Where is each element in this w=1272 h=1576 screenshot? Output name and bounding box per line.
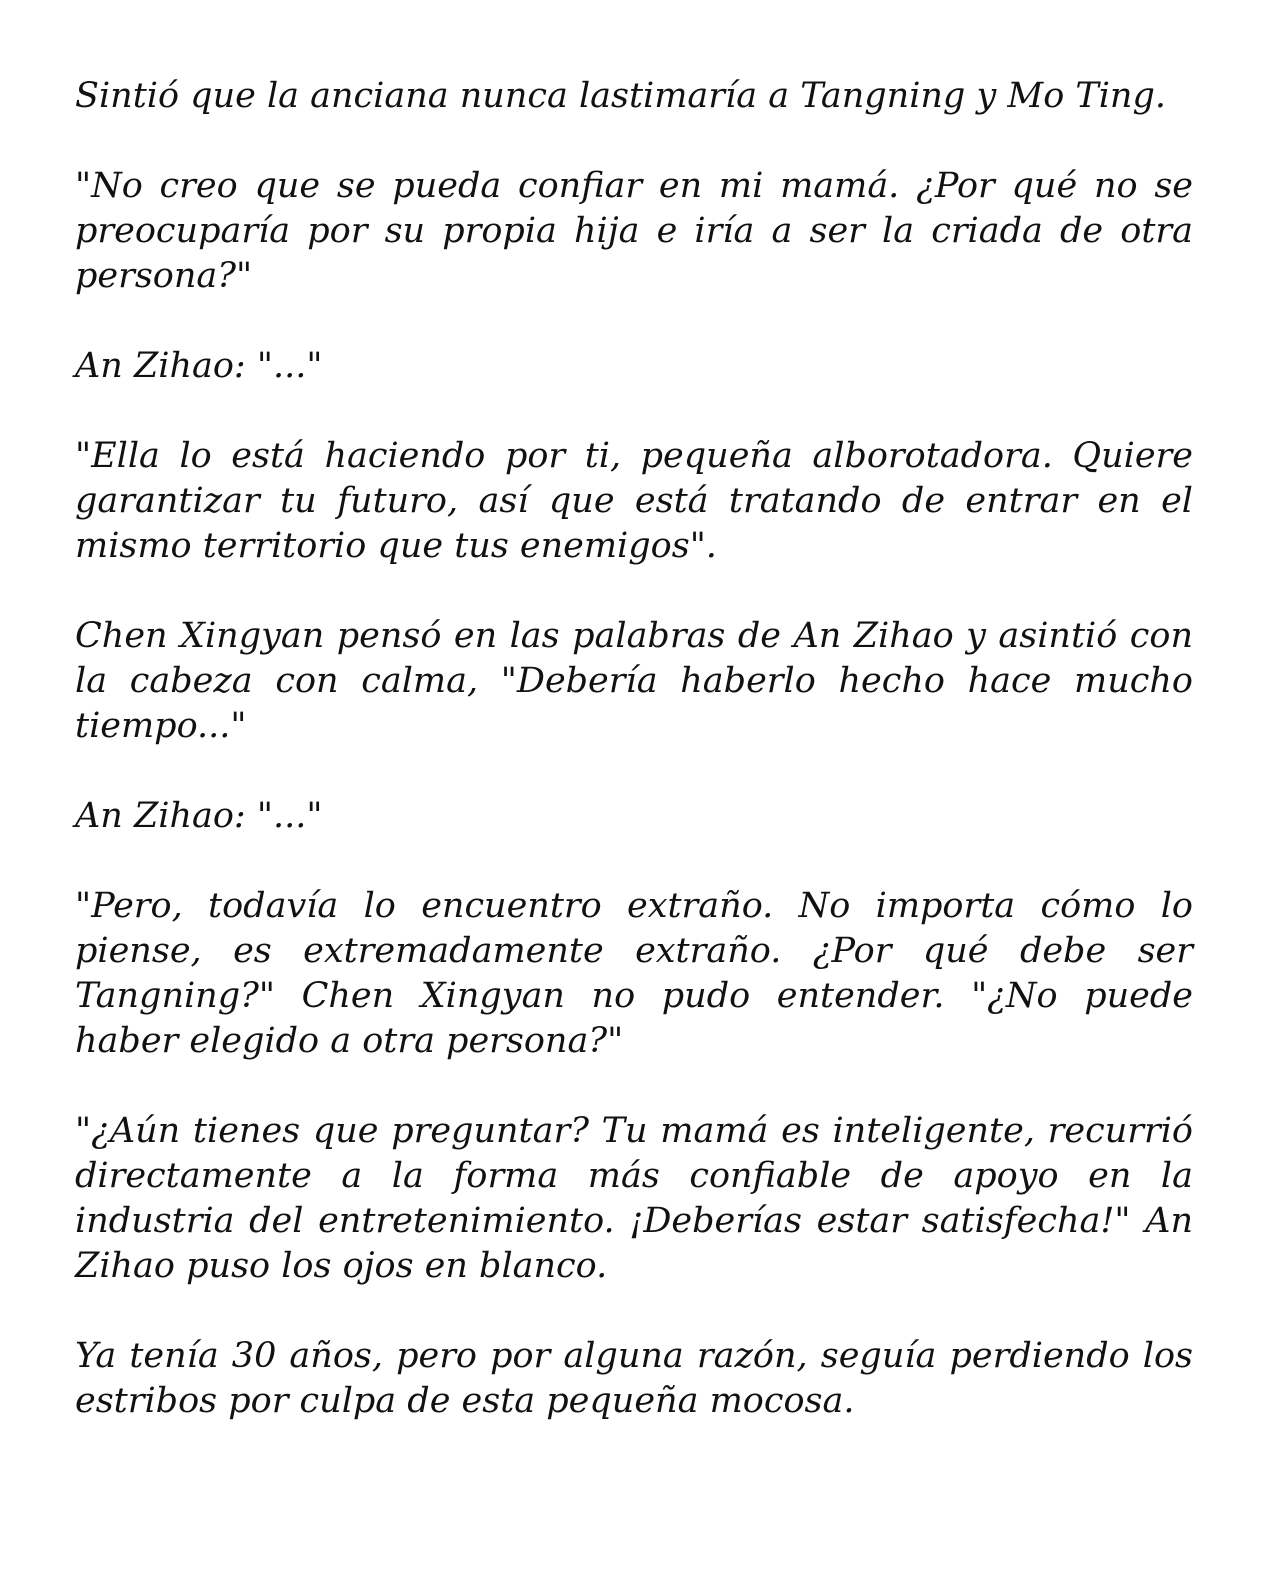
paragraph-6: An Zihao: "..." bbox=[75, 796, 323, 836]
paragraph-5: Chen Xingyan pensó en las palabras de An Zihao y asintió con la cabeza con calma, "Debería haberlo hecho hace mucho tiempo..." bbox=[75, 616, 1193, 746]
paragraph-7: "Pero, todavía lo encuentro extraño. No importa cómo lo piense, es extremadamente extraño. ¿Por qué debe ser Tangning?" Chen Xingyan no pudo entender. "¿No puede haber elegido a otra persona?" bbox=[75, 886, 1193, 1061]
paragraph-8: "¿Aún tienes que preguntar? Tu mamá es inteligente, recurrió directamente a la forma más confiable de apoyo en la industria del entretenimiento. ¡Deberías estar satisfecha!" An Zihao puso los ojos en blanco. bbox=[75, 1111, 1193, 1286]
paragraph-3: An Zihao: "..." bbox=[75, 346, 323, 386]
paragraph-9: Ya tenía 30 años, pero por alguna razón, seguía perdiendo los estribos por culpa de esta pequeña mocosa. bbox=[75, 1336, 1193, 1421]
paragraph-4: "Ella lo está haciendo por ti, pequeña alborotadora. Quiere garantizar tu futuro, así que está tratando de entrar en el mismo territorio que tus enemigos". bbox=[75, 436, 1193, 566]
paragraph-1: Sintió que la anciana nunca lastimaría a Tangning y Mo Ting. bbox=[75, 76, 1166, 116]
document-page bbox=[75, 74, 1193, 1469]
paragraph-2: "No creo que se pueda confiar en mi mamá. ¿Por qué no se preocuparía por su propia hija e iría a ser la criada de otra persona?" bbox=[75, 166, 1193, 296]
